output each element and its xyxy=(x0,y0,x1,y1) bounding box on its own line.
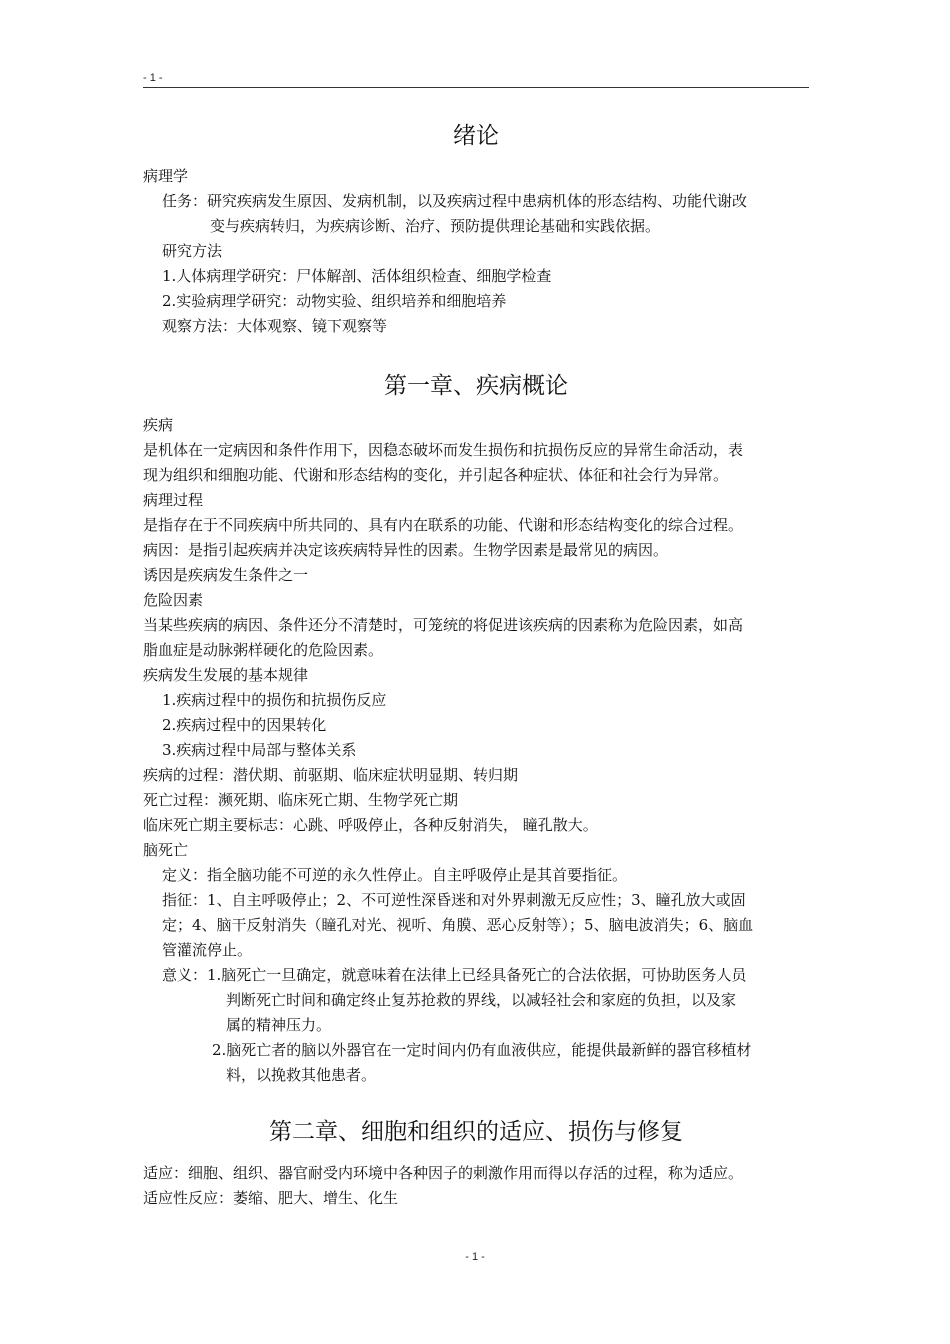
ch1-line-27: 料，以挽救其他患者。 xyxy=(226,1066,377,1084)
ch1-line-18: 脑死亡 xyxy=(143,841,189,859)
ch1-line-16: 死亡过程：濒死期、临床死亡期、生物学死亡期 xyxy=(143,791,459,809)
ch1-line-5: 是指存在于不同疾病中所共同的、具有内在联系的功能、代谢和形态结构变化的综合过程。 xyxy=(143,516,744,534)
ch1-line-12: 1.疾病过程中的损伤和抗损伤反应 xyxy=(162,691,387,709)
ch1-line-24: 判断死亡时间和确定终止复苏抢救的界线，以减轻社会和家庭的负担，以及家 xyxy=(226,991,737,1009)
chapter-1-title: 第一章、疾病概论 xyxy=(384,373,568,399)
ch1-line-13: 2.疾病过程中的因果转化 xyxy=(162,716,327,734)
ch1-line-22: 管灌流停止。 xyxy=(162,941,253,959)
footer-page-number: - 1 - xyxy=(465,1251,485,1263)
intro-line-1: 病理学 xyxy=(143,167,189,185)
ch1-line-21: 定；4、脑干反射消失（瞳孔对光、视听、角膜、恶心反射等）；5、脑电波消失；6、脑血 xyxy=(162,916,754,934)
ch1-line-19: 定义：指全脑功能不可逆的永久性停止。自主呼吸停止是其首要指征。 xyxy=(162,866,628,884)
ch1-line-20: 指征：1、自主呼吸停止；2、不可逆性深昏迷和对外界刺激无反应性；3、瞳孔放大或固 xyxy=(162,891,746,909)
ch1-line-25: 属的精神压力。 xyxy=(226,1016,332,1034)
ch1-line-26: 2.脑死亡者的脑以外器官在一定时间内仍有血液供应，能提供最新鲜的器官移植材 xyxy=(212,1041,752,1059)
ch1-line-6: 病因：是指引起疾病并决定该疾病特异性的因素。生物学因素是最常见的病因。 xyxy=(143,541,669,559)
intro-line-4: 研究方法 xyxy=(162,242,223,260)
ch2-line-1: 适应：细胞、组织、器官耐受内环境中各种因子的刺激作用而得以存活的过程，称为适应。 xyxy=(143,1164,744,1182)
ch1-line-14: 3.疾病过程中局部与整体关系 xyxy=(162,741,357,759)
intro-line-2: 任务：研究疾病发生原因、发病机制，以及疾病过程中患病机体的形态结构、功能代谢改 xyxy=(162,192,748,210)
intro-line-3: 变与疾病转归，为疾病诊断、治疗、预防提供理论基础和实践依据。 xyxy=(210,217,661,235)
ch1-line-15: 疾病的过程：潜伏期、前驱期、临床症状明显期、转归期 xyxy=(143,766,519,784)
ch1-line-2: 是机体在一定病因和条件作用下，因稳态破坏而发生损伤和抗损伤反应的异常生命活动，表 xyxy=(143,441,744,459)
intro-title: 绪论 xyxy=(453,123,499,149)
intro-line-5: 1.人体病理学研究：尸体解剖、活体组织检查、细胞学检查 xyxy=(162,267,552,285)
ch1-line-11: 疾病发生发展的基本规律 xyxy=(143,666,309,684)
ch1-line-10: 脂血症是动脉粥样硬化的危险因素。 xyxy=(143,641,384,659)
ch1-line-3: 现为组织和细胞功能、代谢和形态结构的变化，并引起各种症状、体征和社会行为异常。 xyxy=(143,466,729,484)
ch2-line-2: 适应性反应：萎缩、肥大、增生、化生 xyxy=(143,1189,399,1207)
header-rule xyxy=(143,87,809,88)
chapter-2-title: 第二章、细胞和组织的适应、损伤与修复 xyxy=(269,1119,683,1145)
ch1-line-17: 临床死亡期主要标志：心跳、呼吸停止，各种反射消失， 瞳孔散大。 xyxy=(143,816,598,834)
ch1-line-1: 疾病 xyxy=(143,416,174,434)
ch1-line-9: 当某些疾病的病因、条件还分不清楚时，可笼统的将促进该疾病的因素称为危险因素，如高 xyxy=(143,616,744,634)
ch1-line-23: 意义：1.脑死亡一旦确定，就意味着在法律上已经具备死亡的合法依据，可协助医务人员 xyxy=(162,966,747,984)
ch1-line-8: 危险因素 xyxy=(143,591,204,609)
intro-line-7: 观察方法：大体观察、镜下观察等 xyxy=(162,317,388,335)
ch1-line-7: 诱因是疾病发生条件之一 xyxy=(143,566,309,584)
header-page-number: - 1 - xyxy=(143,72,163,84)
ch1-line-4: 病理过程 xyxy=(143,491,204,509)
intro-line-6: 2.实验病理学研究：动物实验、组织培养和细胞培养 xyxy=(162,292,507,310)
